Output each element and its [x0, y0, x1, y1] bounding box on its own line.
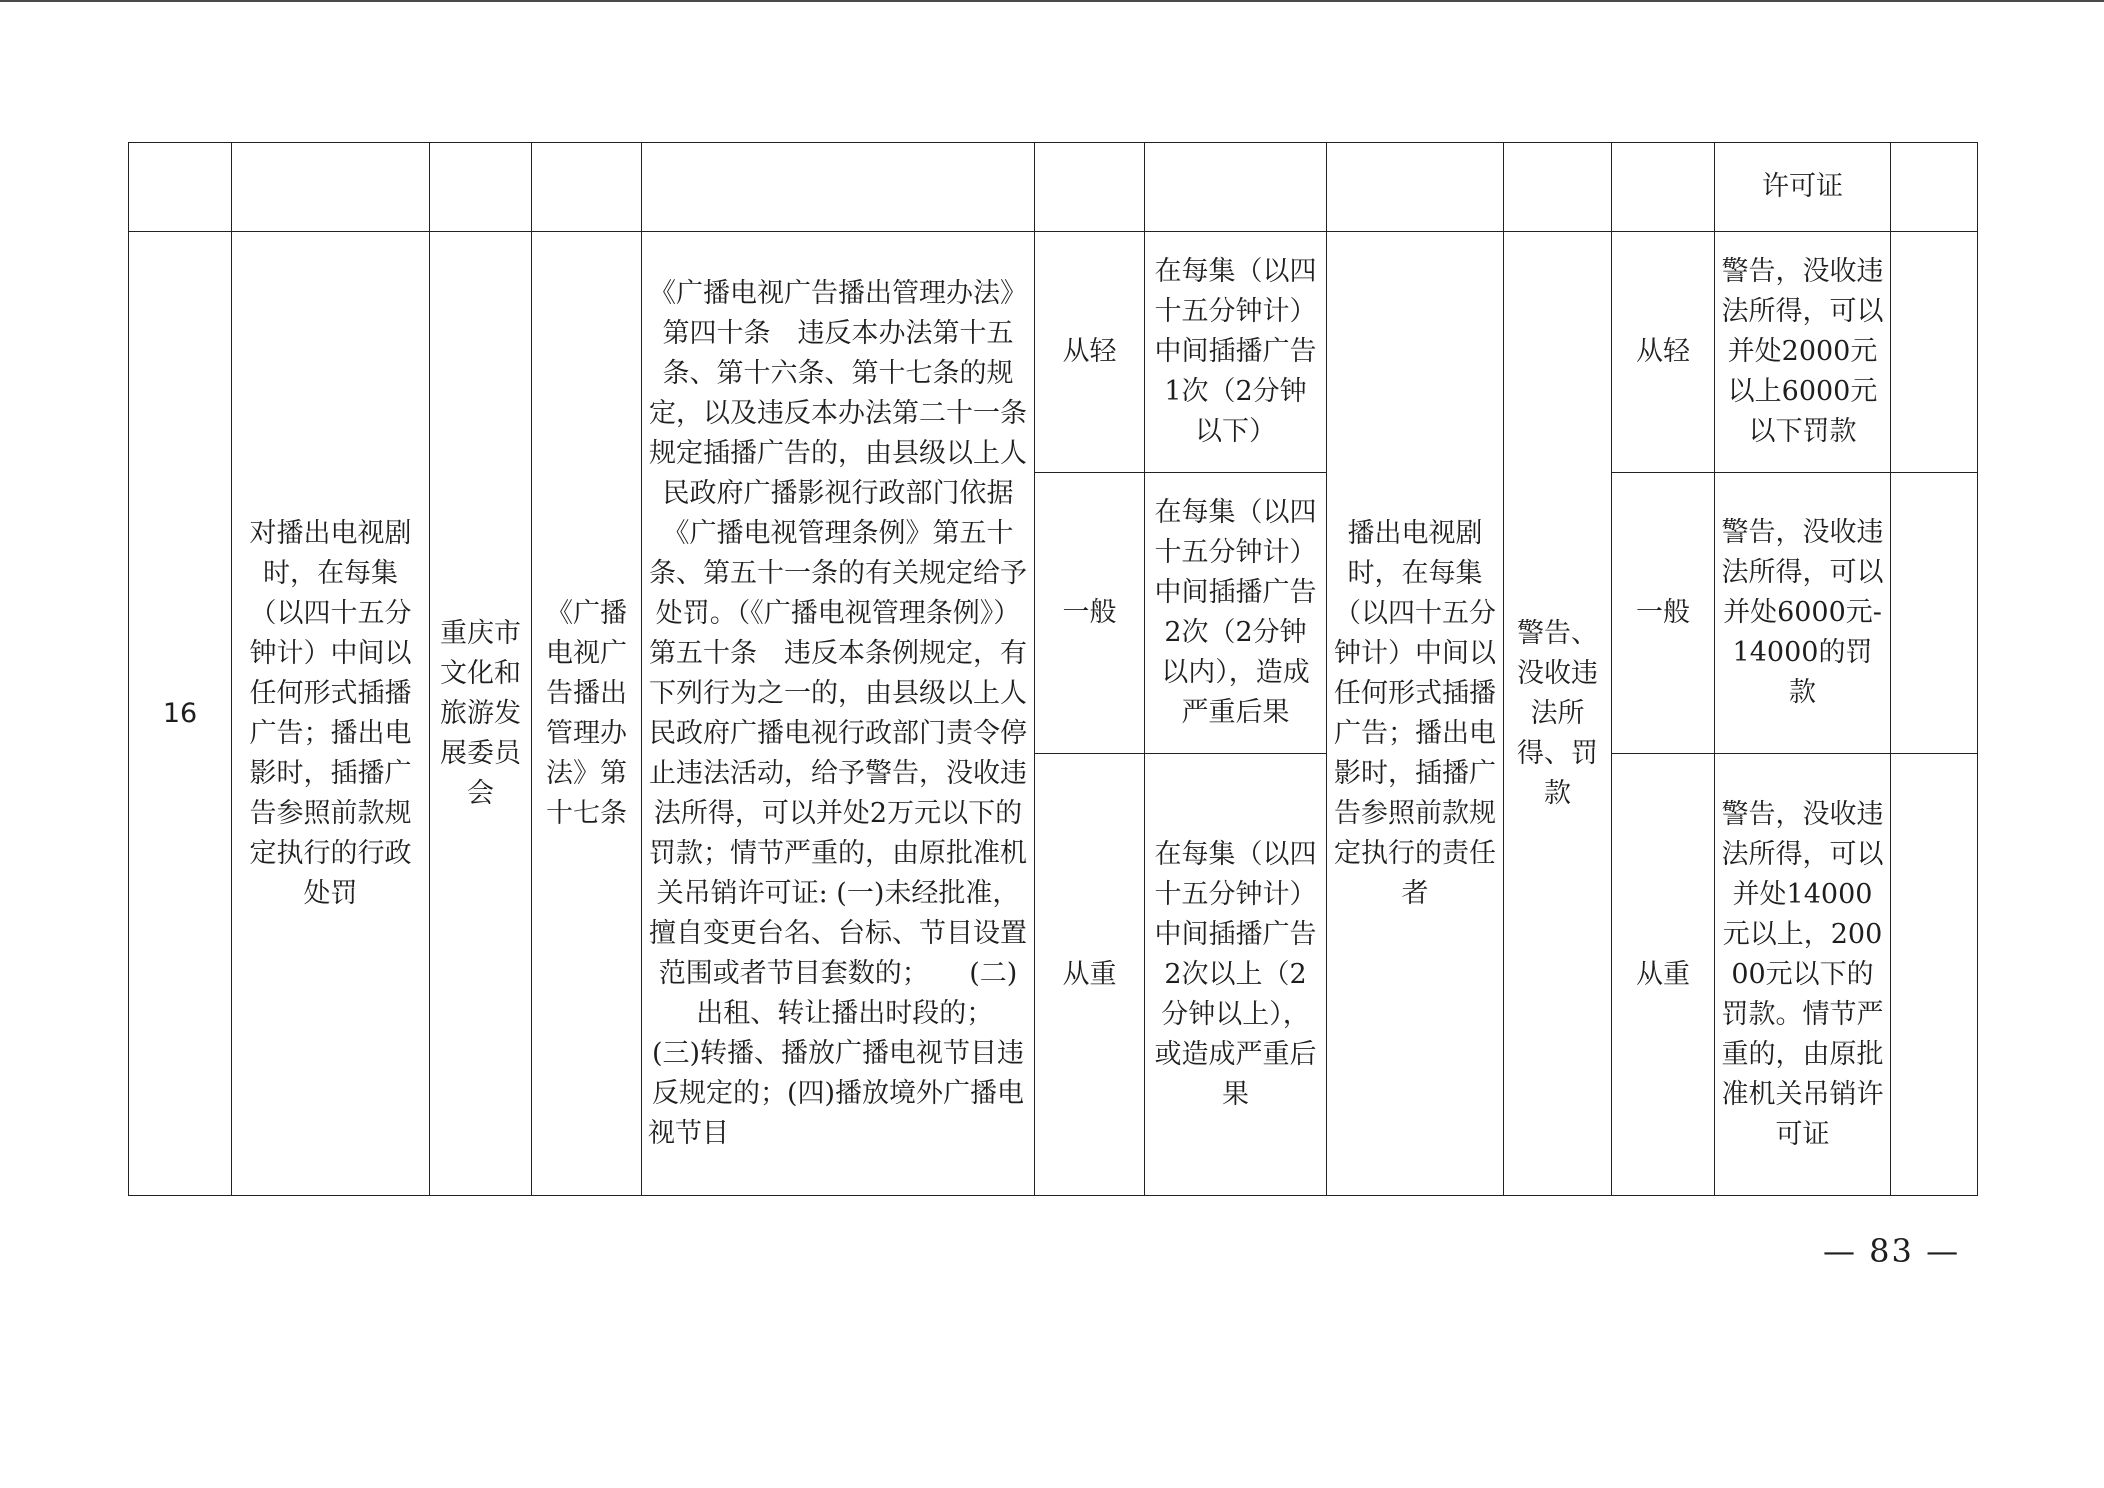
item-name-cell: 对播出电视剧时，在每集（以四十五分钟计）中间以任何形式插播广告；播出电影时，插播广告参照前款规定执行的行政处罚 — [232, 232, 430, 1196]
empty-cell — [1035, 143, 1145, 232]
standard-cell: 警告，没收违法所得，可以并处2000元以上6000元以下罚款 — [1715, 232, 1891, 473]
page-top-border — [0, 0, 2104, 2]
table-row-level-light — [129, 232, 1978, 473]
continued-standard-cell: 许可证 — [1715, 143, 1891, 232]
agency-cell: 重庆市文化和旅游发展委员会 — [430, 232, 532, 1196]
circumstance-cell: 在每集（以四十五分钟计）中间插播广告2次（2分钟以内），造成严重后果 — [1145, 473, 1327, 754]
level-cell: 一般 — [1035, 473, 1145, 754]
empty-cell — [532, 143, 642, 232]
level-repeat-cell: 一般 — [1612, 473, 1715, 754]
empty-cell — [129, 143, 232, 232]
empty-cell — [1327, 143, 1504, 232]
empty-cell — [1504, 143, 1612, 232]
empty-cell — [1891, 143, 1978, 232]
circumstance-cell: 在每集（以四十五分钟计）中间插播广告1次（2分钟以下） — [1145, 232, 1327, 473]
level-cell: 从重 — [1035, 754, 1145, 1196]
circumstance-cell: 在每集（以四十五分钟计）中间插播广告2次以上（2分钟以上），或造成严重后果 — [1145, 754, 1327, 1196]
item-number-cell: 16 — [129, 232, 232, 1196]
empty-cell — [1145, 143, 1327, 232]
empty-cell — [1612, 143, 1715, 232]
applicable-subject-cell: 播出电视剧时，在每集（以四十五分钟计）中间以任何形式插播广告；播出电影时，插播广告参照前款规定执行的责任者 — [1327, 232, 1504, 1196]
level-cell: 从轻 — [1035, 232, 1145, 473]
legal-basis-short-cell: 《广播电视广告播出管理办法》第十七条 — [532, 232, 642, 1196]
empty-cell — [1891, 232, 1978, 473]
table-row-continued — [129, 143, 1978, 232]
standard-cell: 警告，没收违法所得，可以并处14000元以上，20000元以下的罚款。情节严重的，由原批准机关吊销许可证 — [1715, 754, 1891, 1196]
penalty-discretion-table — [128, 142, 1978, 1196]
empty-cell — [642, 143, 1035, 232]
level-repeat-cell: 从重 — [1612, 754, 1715, 1196]
level-repeat-cell: 从轻 — [1612, 232, 1715, 473]
empty-cell — [1891, 754, 1978, 1196]
empty-cell — [232, 143, 430, 232]
legal-basis-full-cell: 《广播电视广告播出管理办法》第四十条 违反本办法第十五条、第十六条、第十七条的规定，以及违反本办法第二十一条规定插播广告的，由县级以上人民政府广播影视行政部门依据《广播电视管理条例》第五十条、第五十一条的有关规定给予处罚。（《广播电视管理条例》）第五十条 违反本条例规定，有下列行为之一的，由县级以上人民政府广播电视行政部门责令停止违法活动，给予警告，没收违法所得，可以并处2万元以下的罚款；情节严重的，由原批准机关吊销许可证: (一)未经批准，擅自变更台名、台标、节目设置范围或者节目套数的； (二)出租、转让播出时段的； (三)转播、播放广播电视节目违反规定的；(四)播放境外广播电视节目 — [642, 232, 1035, 1196]
empty-cell — [1891, 473, 1978, 754]
empty-cell — [430, 143, 532, 232]
standard-cell: 警告，没收违法所得，可以并处6000元-14000的罚款 — [1715, 473, 1891, 754]
page-number: — 83 — — [1823, 1232, 1961, 1270]
penalty-type-cell: 警告、没收违法所得、罚款 — [1504, 232, 1612, 1196]
